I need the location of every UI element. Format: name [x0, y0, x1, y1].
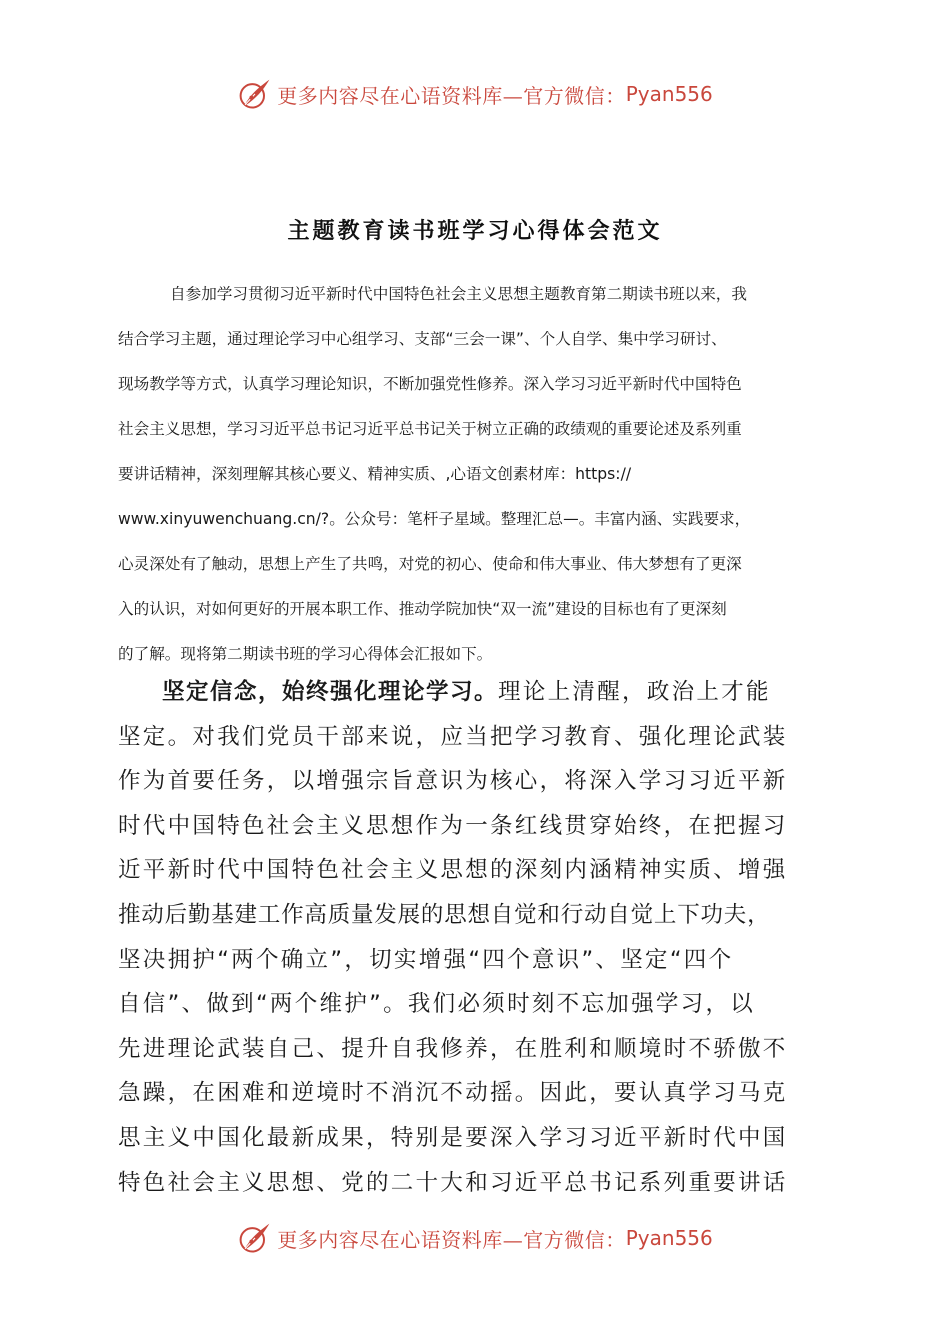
- document-title: 主题教育读书班学习心得体会范文: [287, 218, 663, 244]
- body-line: 时代中国特色社会主义思想作为一条红线贯穿始终，在把握习: [118, 812, 788, 839]
- body-line: 先进理论武装自己、提升自我修养，在胜利和顺境时不骄傲不: [118, 1035, 788, 1062]
- body-line: 急躁，在困难和逆境时不消沉不动摇。因此，要认真学习马克: [118, 1080, 788, 1107]
- intro-line: 社会主义思想，学习习近平总书记习近平总书记关于树立正确的政绩观的重要论述及系列重: [118, 420, 742, 438]
- wechat-id: Pyan556: [625, 1226, 713, 1250]
- intro-line: 心灵深处有了触动，思想上产生了共鸣，对党的初心、使命和伟大事业、伟大梦想有了更深: [118, 555, 742, 573]
- body-line: 坚决拥护“两个确立”，切实增强“四个意识”、坚定“四个: [118, 946, 734, 973]
- section-1-heading: 坚定信念，始终强化理论学习。: [162, 679, 499, 705]
- intro-line: 结合学习主题，通过理论学习中心组学习、支部“三会一课”、个人自学、集中学习研讨、: [118, 330, 727, 348]
- header-watermark-banner: [0, 72, 950, 116]
- body-line: 作为首要任务，以增强宗旨意识为核心，将深入学习习近平新: [118, 768, 788, 795]
- section-1-paragraph: [118, 670, 830, 1205]
- wechat-id: Pyan556: [625, 82, 713, 106]
- intro-paragraph: [118, 272, 824, 677]
- quill-pen-logo-icon: [237, 76, 273, 112]
- body-line: 近平新时代中国特色社会主义思想的深刻内涵精神实质、增强: [118, 857, 788, 884]
- body-line: 坚定。对我们党员干部来说，应当把学习教育、强化理论武装: [118, 723, 788, 750]
- body-line: 思主义中国化最新成果，特别是要深入学习习近平新时代中国: [118, 1124, 788, 1151]
- intro-line: 入的认识，对如何更好的开展本职工作、推动学院加快“双一流”建设的目标也有了更深刻: [118, 600, 727, 618]
- body-line: 自信”、做到“两个维护”。我们必须时刻不忘加强学习，以: [118, 991, 756, 1018]
- body-line: 推动后勤基建工作高质量发展的思想自觉和行动自觉上下功夫，: [118, 901, 771, 928]
- quill-pen-logo-icon: [237, 1220, 273, 1256]
- intro-line: 要讲话精神，深刻理解其核心要义、精神实质、,心语文创素材库：https://: [118, 465, 632, 483]
- watermark-text: 更多内容尽在心语资料库—官方微信：: [277, 83, 626, 108]
- watermark-text: 更多内容尽在心语资料库—官方微信：: [277, 1227, 626, 1252]
- intro-line: 的了解。现将第二期读书班的学习心得体会汇报如下。: [118, 645, 493, 663]
- footer-watermark-banner: [0, 1216, 950, 1260]
- intro-line: 现场教学等方式，认真学习理论知识，不断加强党性修养。深入学习习近平新时代中国特色: [118, 375, 742, 393]
- intro-line: www.xinyuwenchuang.cn/?。公众号：笔杆子星域。整理汇总—。丰富内涵、实践要求，: [118, 510, 751, 528]
- section-1-first-line-text: 理论上清醒，政治上才能: [498, 679, 771, 705]
- body-line: 特色社会主义思想、党的二十大和习近平总书记系列重要讲话: [118, 1169, 788, 1196]
- section-1-first-line: [118, 670, 830, 715]
- intro-line: 自参加学习贯彻习近平新时代中国特色社会主义思想主题教育第二期读书班以来，我: [170, 285, 747, 303]
